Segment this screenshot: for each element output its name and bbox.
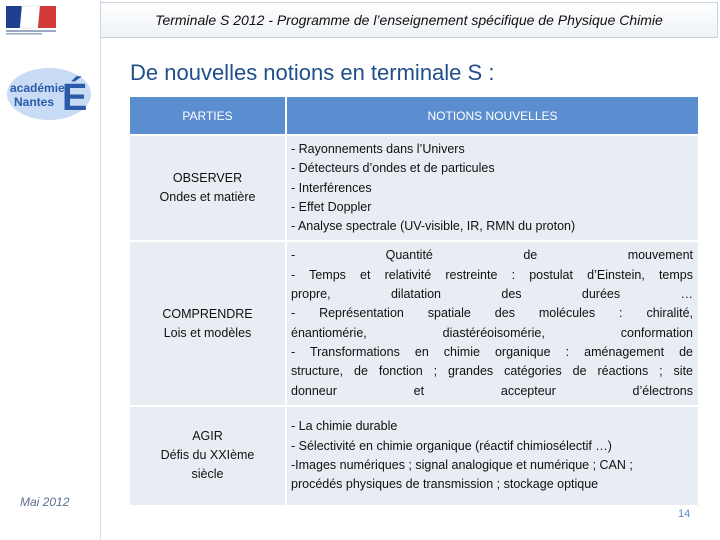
column-header-notions: NOTIONS NOUVELLES <box>287 97 698 134</box>
svg-text:É: É <box>62 77 88 119</box>
page-number: 14 <box>678 508 691 520</box>
partie-sublabel: Ondes et matière <box>159 190 256 205</box>
notions-cell <box>287 136 698 240</box>
notion-line: - La chimie durable <box>291 419 398 434</box>
notion-line: - Sélectivité en chimie organique (réactif chimiosélectif …) <box>291 438 612 453</box>
notion-line: - Quantité de mouvement <box>291 248 693 263</box>
header-title: Terminale S 2012 - Programme de l’enseignement spécifique de Physique Chimie <box>155 12 663 28</box>
notion-line: énantiomérie, diastéréoisomérie, conformation <box>291 325 693 340</box>
notion-line: - Détecteurs d’ondes et de particules <box>291 161 495 176</box>
table-header-row <box>130 97 698 134</box>
notion-line: propre, dilatation des durées … <box>291 287 693 302</box>
partie-cell <box>130 242 285 404</box>
svg-text:académie: académie <box>10 81 65 95</box>
partie-label: AGIR <box>192 429 223 444</box>
notion-line: - Analyse spectrale (UV-visible, IR, RMN du proton) <box>291 219 576 234</box>
notions-cell <box>287 407 698 505</box>
column-header-parties: PARTIES <box>130 97 285 134</box>
notion-line: procédés physiques de transmission ; stockage optique <box>291 477 599 492</box>
notion-line: - Temps et relativité restreinte : postulat d’Einstein, temps <box>291 267 693 282</box>
notion-line: - Représentation spatiale des molécules : chiralité, <box>291 306 693 321</box>
notions-table <box>128 95 700 507</box>
table-row <box>130 136 698 240</box>
partie-cell <box>130 407 285 505</box>
notion-line: - Interférences <box>291 180 372 195</box>
republique-francaise-logo <box>2 2 60 36</box>
notion-line: structure, de fonction ; grandes catégories de réactions ; site <box>291 364 693 379</box>
sidebar <box>0 0 101 540</box>
notion-line: - Transformations en chimie organique : aménagement de <box>291 344 693 359</box>
partie-label: OBSERVER <box>172 171 243 186</box>
notion-line: - Effet Doppler <box>291 199 372 214</box>
partie-sublabel: siècle <box>191 467 224 482</box>
notion-line: - Rayonnements dans l’Univers <box>291 142 465 156</box>
partie-sublabel: Lois et modèles <box>163 325 252 340</box>
table-row <box>130 242 698 404</box>
svg-text:Nantes: Nantes <box>14 95 55 109</box>
partie-cell <box>130 136 285 240</box>
notion-line: -Images numériques ; signal analogique et numérique ; CAN ; <box>291 457 633 472</box>
notion-line: donneur et accepteur d’électrons <box>291 383 693 398</box>
footer-date: Mai 2012 <box>20 495 70 509</box>
partie-sublabel: Défis du XXIème <box>160 448 255 463</box>
header-bar <box>100 2 718 38</box>
page-title: De nouvelles notions en terminale S : <box>130 60 495 85</box>
academie-nantes-logo <box>4 60 94 124</box>
partie-label: COMPRENDRE <box>162 306 253 321</box>
table-row <box>130 407 698 505</box>
notions-cell <box>287 242 698 404</box>
